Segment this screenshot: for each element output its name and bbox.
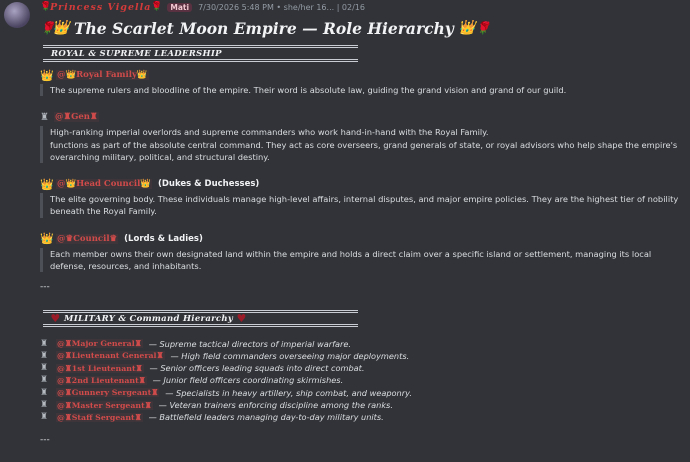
role-mention[interactable]: @👑Royal Family👑: [57, 70, 148, 80]
rank-description-text: The supreme rulers and bloodline of the empire. Their word is absolute law, guiding the grand vision and grand of our guild.: [50, 85, 567, 95]
rose-icon: 🌹: [40, 2, 52, 12]
rank-description-text: The elite governing body. These individuals manage high-level affairs, internal disputes, and major empire policies. They are the highest tier of nobility beneath the Royal Family.: [50, 194, 679, 217]
tower-icon: ♜: [40, 412, 49, 423]
heart-icon: ♥: [50, 312, 61, 326]
role-mention[interactable]: @👑Head Council👑: [57, 179, 151, 190]
tower-icon: ♜: [40, 400, 49, 410]
rose-icon: 🌹: [151, 2, 163, 12]
role-description: — Battlefield leaders managing day-to-day military units.: [148, 412, 384, 423]
list-item: [40, 337, 685, 349]
tower-icon: ♜: [40, 387, 49, 398]
role-mention[interactable]: @♛Council♛: [57, 233, 118, 244]
title-text: The Scarlet Moon Empire — Role Hierarchy: [74, 18, 454, 38]
role-mention[interactable]: @♜Major General♜: [57, 339, 142, 349]
avatar[interactable]: [4, 2, 30, 28]
list-item: [40, 387, 685, 399]
username[interactable]: Princess Vigella: [50, 1, 152, 13]
rank-description-text: High-ranking imperial overlords and supreme commanders who work hand-in-hand with the Royal Family. functions as part of the absolute central command. They act as core overseers, grand generals of state, or royal advisors who help shape the empire's overarching military, political, and structural destiny.: [50, 127, 678, 162]
role-description: — High field commanders overseeing major deployments.: [170, 350, 410, 361]
role-description: — Senior officers leading squads into direct combat.: [149, 363, 365, 374]
rose-icon: 🌹: [40, 21, 55, 35]
rank-description: [40, 126, 685, 163]
crown-icon: 👑: [40, 68, 54, 82]
military-list: [40, 337, 685, 423]
role-mention[interactable]: @♜2nd Lieutenant♜: [57, 375, 146, 385]
rank-description-text: Each member owns their own designated land within the empire and holds a direct claim over a specific island or settlement, managing its local defense, resources, and inhabitants.: [50, 248, 652, 272]
role-mention[interactable]: @♜Gunnery Sergeant♜: [57, 388, 159, 398]
section-banner-royal: ROYAL & SUPREME LEADERSHIP: [43, 45, 358, 62]
role-mention[interactable]: @♜Gen♜: [55, 112, 98, 123]
crown-icon: 👑: [458, 20, 476, 36]
tower-icon: ♜: [40, 338, 49, 349]
role-mention[interactable]: @♜Lieutenant General♜: [57, 351, 164, 361]
section-banner-military: [43, 310, 358, 327]
role-description: — Specialists in heavy artillery, ship combat, and weaponry.: [165, 387, 412, 398]
role-description: — Supreme tactical directors of imperial warfare.: [148, 338, 352, 349]
role-mention[interactable]: @♜1st Lieutenant♜: [57, 363, 143, 373]
list-item: [40, 411, 685, 423]
rank-heading: [40, 110, 685, 124]
rank-subtitle: (Dukes & Duchesses): [157, 179, 260, 190]
message-body: [40, 0, 685, 447]
page-title: [40, 17, 685, 39]
message-header: [40, 0, 685, 14]
role-mention[interactable]: @♜Master Sergeant♜: [57, 400, 152, 410]
role-description: — Veteran trainers enforcing discipline among the ranks.: [158, 400, 393, 410]
rank-heading: [40, 177, 685, 191]
tower-icon: ♜: [40, 363, 49, 374]
heart-icon: ♥: [236, 312, 247, 326]
rose-icon: 🌹: [475, 21, 491, 35]
section-banner-text: MILITARY & Command Hierarchy: [64, 313, 234, 324]
role-mention[interactable]: @♜Staff Sergeant♜: [57, 412, 142, 422]
crown-icon: 👑: [52, 20, 70, 36]
tower-icon: ♜: [40, 350, 49, 361]
timestamp: 7/30/2026 5:48 PM • she/her 16... | 02/16: [198, 2, 365, 12]
rank-description: [40, 248, 685, 273]
tower-icon: ♜: [40, 375, 49, 386]
rank-heading: [40, 68, 685, 82]
list-item: [40, 399, 685, 411]
rank-description: [40, 84, 685, 96]
list-item: [40, 362, 685, 374]
divider: ---: [40, 282, 50, 293]
crown-icon: 👑: [40, 232, 54, 246]
list-item: [40, 350, 685, 362]
tower-icon: ♜: [40, 111, 49, 123]
rank-subtitle: (Lords & Ladies): [124, 233, 203, 244]
divider: ---: [40, 435, 50, 446]
list-item: [40, 374, 685, 386]
role-description: — Junior field officers coordinating skirmishes.: [152, 375, 344, 386]
rank-description: [40, 193, 685, 218]
rank-heading: [40, 232, 685, 246]
user-tag[interactable]: Mati: [167, 3, 192, 12]
crown-icon: 👑: [40, 177, 54, 191]
